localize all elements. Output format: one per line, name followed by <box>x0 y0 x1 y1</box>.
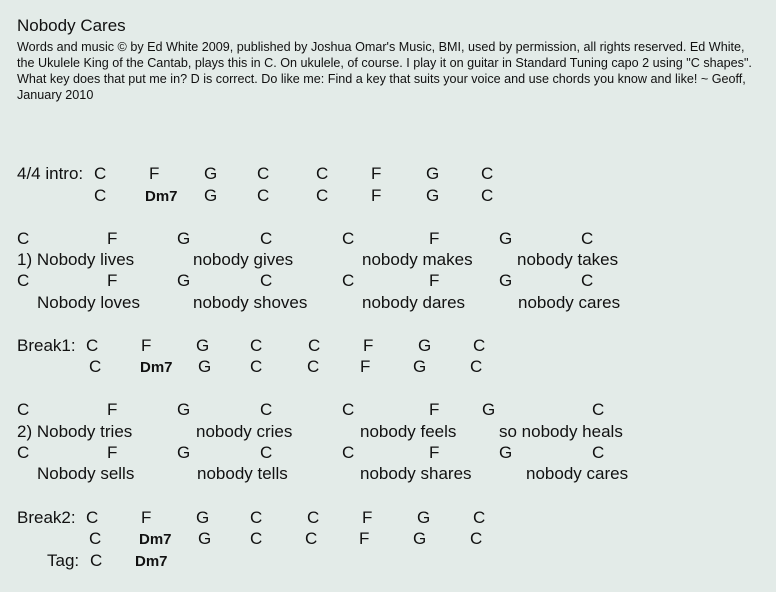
chord: C <box>17 229 30 248</box>
chord: C <box>473 336 486 355</box>
chord: G <box>204 186 218 205</box>
chord: G <box>418 336 432 355</box>
chord: Dm7 <box>140 359 173 376</box>
chord: G <box>196 508 210 527</box>
chord: C <box>17 271 30 290</box>
chord: G <box>499 229 513 248</box>
lyric: 2) Nobody tries <box>17 422 133 441</box>
chord: G <box>204 164 218 183</box>
lyric: nobody cries <box>196 422 293 441</box>
song-title: Nobody Cares <box>17 16 126 35</box>
lyric: nobody shares <box>360 464 472 483</box>
chord: C <box>250 357 263 376</box>
chord: C <box>307 508 320 527</box>
chord: Dm7 <box>139 531 172 548</box>
chord: C <box>307 357 320 376</box>
lyric: nobody dares <box>362 293 466 312</box>
chord: C <box>305 529 318 548</box>
chord: C <box>250 529 263 548</box>
chord: C <box>17 443 30 462</box>
chord: G <box>177 271 191 290</box>
chord: C <box>342 271 355 290</box>
lyric: so nobody heals <box>499 422 623 441</box>
chord: F <box>363 336 374 355</box>
chord: C <box>316 186 329 205</box>
chord: G <box>413 529 427 548</box>
chord: F <box>360 357 371 376</box>
lyric: nobody makes <box>362 250 473 269</box>
chord: C <box>342 400 355 419</box>
chord: G <box>198 357 212 376</box>
lyric: nobody tells <box>197 464 288 483</box>
chord: G <box>413 357 427 376</box>
chord: C <box>481 164 494 183</box>
chord: C <box>89 529 102 548</box>
tag-label: Tag: <box>47 551 80 570</box>
chord: C <box>94 186 107 205</box>
chord: C <box>308 336 321 355</box>
chord: C <box>470 529 483 548</box>
chord: F <box>107 400 118 419</box>
chord: C <box>592 443 605 462</box>
chord: G <box>177 443 191 462</box>
lyric: Nobody loves <box>37 293 141 312</box>
chord: C <box>94 164 107 183</box>
lyric: nobody feels <box>360 422 457 441</box>
chord: C <box>250 336 263 355</box>
lyric: nobody gives <box>193 250 294 269</box>
chord: F <box>362 508 373 527</box>
break1-label: Break1: <box>17 336 76 355</box>
chord: C <box>473 508 486 527</box>
chord: F <box>429 271 440 290</box>
chord: F <box>149 164 160 183</box>
lyric: nobody cares <box>526 464 629 483</box>
chord: C <box>89 357 102 376</box>
chord: G <box>177 229 191 248</box>
chord: F <box>141 508 152 527</box>
chord: C <box>342 443 355 462</box>
chord: C <box>86 336 99 355</box>
lyric: Nobody sells <box>37 464 135 483</box>
break2-label: Break2: <box>17 508 76 527</box>
lyric: nobody takes <box>517 250 619 269</box>
chord: G <box>499 271 513 290</box>
chord: G <box>426 186 440 205</box>
chord: G <box>198 529 212 548</box>
chord: F <box>107 229 118 248</box>
chord: Dm7 <box>145 188 178 205</box>
lyric: nobody shoves <box>193 293 308 312</box>
chord: C <box>260 229 273 248</box>
chord: C <box>581 229 594 248</box>
chord: G <box>417 508 431 527</box>
chord: C <box>257 164 270 183</box>
chord: G <box>196 336 210 355</box>
chord: F <box>141 336 152 355</box>
chord: C <box>481 186 494 205</box>
lyric: 1) Nobody lives <box>17 250 135 269</box>
chord: C <box>90 551 103 570</box>
chord: C <box>581 271 594 290</box>
chord: C <box>260 443 273 462</box>
intro-paragraph: Words and music © by Ed White 2009, published by Joshua Omar's Music, BMI, used by permission, all rights reserved. Ed White, the Ukulele King of the Cantab, plays this in C. On ukulele, of course. I play it on guitar in Standard Tuning capo 2 using "C shapes". What key does that put me in? D is correct. Do like me: Find a key that suits your voice and use chords you know and like! ~ Geoff, January 2010 <box>17 40 752 102</box>
chord: F <box>107 271 118 290</box>
chord: C <box>260 400 273 419</box>
chord: F <box>429 443 440 462</box>
chord: C <box>342 229 355 248</box>
chord: C <box>470 357 483 376</box>
intro-label: 4/4 intro: <box>17 164 84 183</box>
chord: C <box>260 271 273 290</box>
chord: F <box>429 229 440 248</box>
chord: F <box>371 186 382 205</box>
chord: C <box>257 186 270 205</box>
chord: C <box>86 508 99 527</box>
chord: F <box>359 529 370 548</box>
chord: C <box>250 508 263 527</box>
chord: C <box>316 164 329 183</box>
chord: F <box>107 443 118 462</box>
chord: Dm7 <box>135 553 168 570</box>
lyric: nobody cares <box>518 293 621 312</box>
chord: C <box>592 400 605 419</box>
chord: G <box>426 164 440 183</box>
chord: G <box>482 400 496 419</box>
chord: G <box>499 443 513 462</box>
chord: F <box>429 400 440 419</box>
chord: F <box>371 164 382 183</box>
chord: C <box>17 400 30 419</box>
chord: G <box>177 400 191 419</box>
